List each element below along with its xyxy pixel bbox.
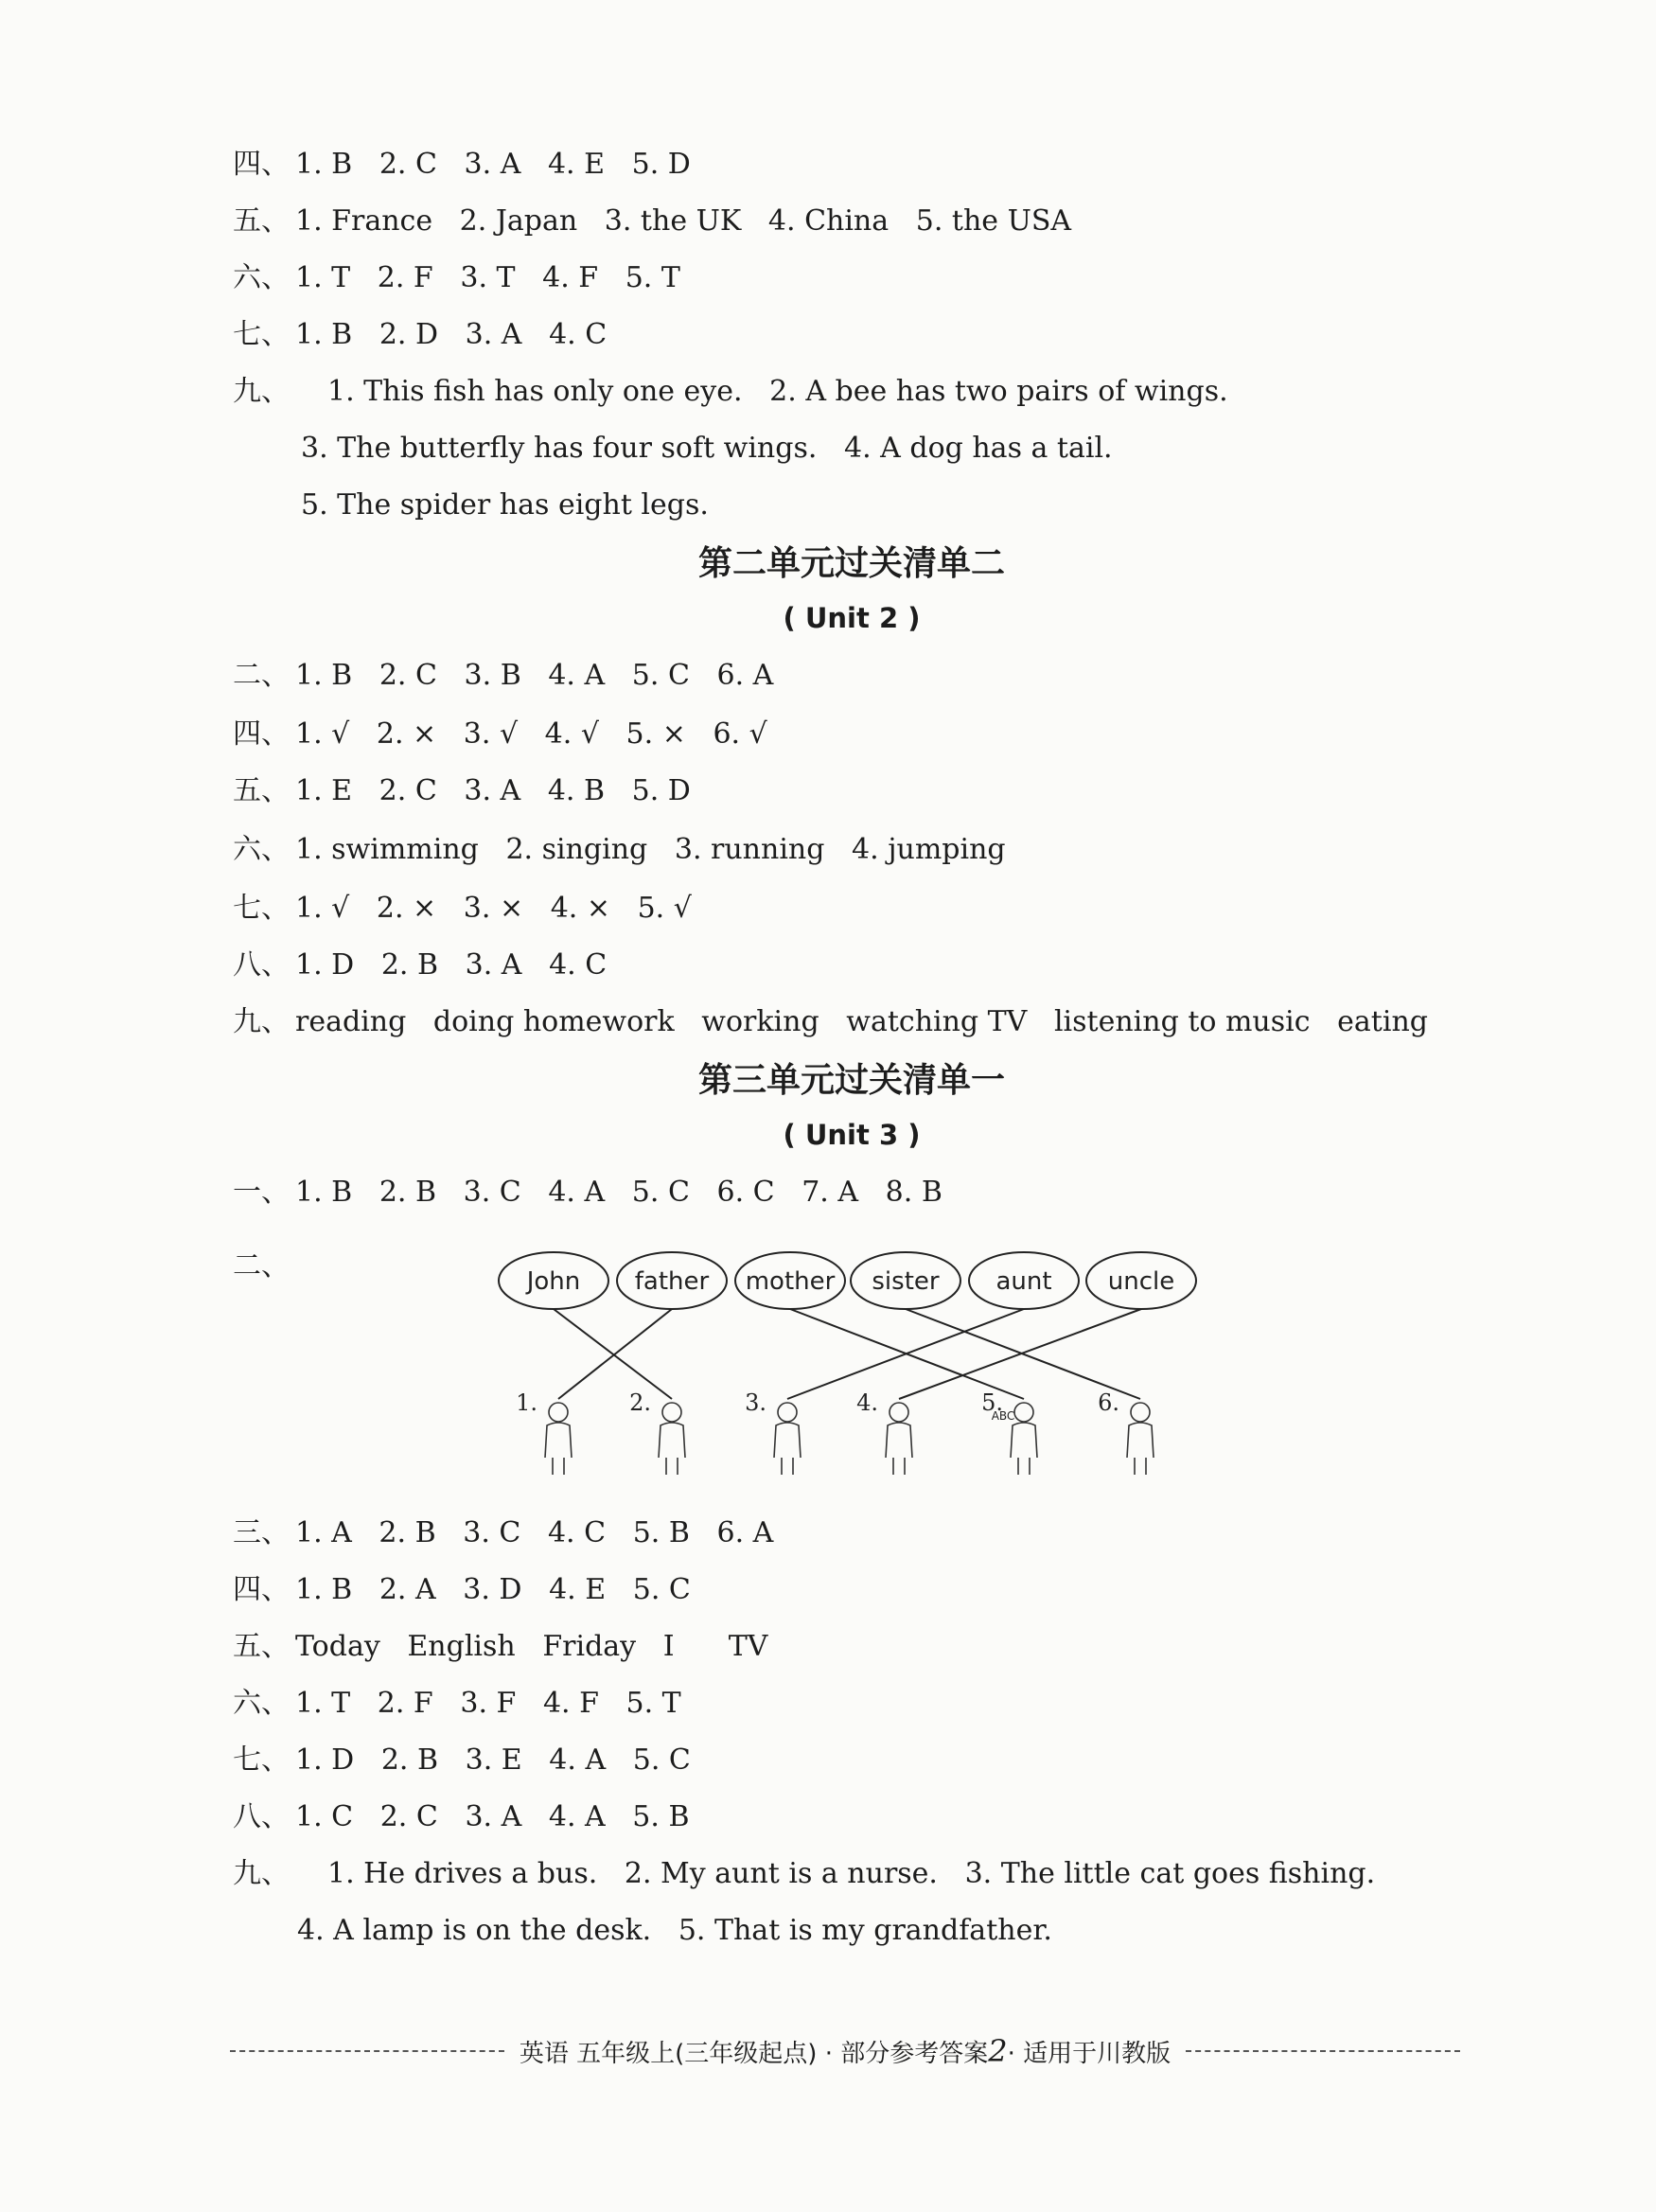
matching-diagram [492,1240,1211,1486]
answer-line-u1-q6: 六、 1. T 2. F 3. T 4. F 5. T [233,261,680,294]
footer-divider [1186,2050,1460,2052]
oval-label: John [526,1267,581,1296]
answer-line-u3-q8: 八、 1. C 2. C 3. A 4. A 5. B [233,1800,690,1833]
oval-sister [851,1252,960,1309]
answer-line-u3-q4: 四、 1. B 2. A 3. D 4. E 5. C [233,1573,691,1606]
page-footer [230,2033,1460,2069]
oval-label: sister [872,1267,940,1296]
oval-uncle [1086,1252,1196,1309]
answer-line-u2-q4: 四、 1. √ 2. × 3. √ 4. √ 5. × 6. √ [233,717,767,751]
answer-line-u1-q7: 七、 1. B 2. D 3. A 4. C [233,318,608,351]
section-subtitle-unit3: ( Unit 3 ) [783,1119,921,1151]
answer-line-u3-q3: 三、 1. A 2. B 3. C 4. C 5. B 6. A [233,1516,774,1549]
picture-number: 1. [516,1389,537,1416]
footer-divider [230,2050,504,2052]
person-figure-3 [774,1403,801,1475]
section-subtitle-unit2: ( Unit 2 ) [783,602,921,634]
picture-number: 3. [745,1389,766,1416]
person-figure-1 [545,1403,572,1475]
section-title-unit2: 第二单元过关清单二 [697,544,1005,583]
oval-label: father [634,1267,710,1296]
answer-line-u1-q9-cont: 3. The butterfly has four soft wings. 4. A dog has a tail. [301,432,1113,465]
oval-father [617,1252,727,1309]
answer-line-u1-q9-cont: 5. The spider has eight legs. [301,488,709,522]
picture-number: 6. [1098,1389,1119,1416]
answer-line-u3-q2: 二、 [233,1249,290,1283]
answer-line-u2-q6: 六、 1. swimming 2. singing 3. running 4. jumping [233,833,1006,866]
picture-number: 4. [856,1389,878,1416]
answer-line-u1-q4: 四、 1. B 2. C 3. A 4. E 5. D [233,148,691,181]
oval-mother [735,1252,845,1309]
blackboard-text: ABC [991,1409,1015,1423]
oval-label: uncle [1107,1267,1175,1296]
person-figure-2 [659,1403,685,1475]
page-number: 2 [988,2033,1008,2069]
answer-line-u3-q9-cont: 4. A lamp is on the desk. 5. That is my grandfather. [297,1914,1052,1947]
answer-line-u3-q5: 五、 Today English Friday I TV [233,1630,768,1663]
answer-line-u2-q5: 五、 1. E 2. C 3. A 4. B 5. D [233,774,691,807]
picture-number: 2. [629,1389,651,1416]
answer-line-u1-q5: 五、 1. France 2. Japan 3. the UK 4. China 5. the USA [233,204,1072,238]
answer-line-u2-q9: 九、 reading doing homework working watching TV listening to music eating [233,1005,1428,1038]
answer-line-u3-q7: 七、 1. D 2. B 3. E 4. A 5. C [233,1743,691,1777]
oval-john [499,1252,608,1309]
answer-line-u3-q1: 一、 1. B 2. B 3. C 4. A 5. C 6. C 7. A 8. B [233,1176,943,1209]
oval-aunt [969,1252,1079,1309]
answer-line-u1-q9: 九、 1. This fish has only one eye. 2. A bee has two pairs of wings. [233,375,1228,408]
answer-line-u3-q6: 六、 1. T 2. F 3. F 4. F 5. T [233,1687,681,1720]
answer-line-u2-q8: 八、 1. D 2. B 3. A 4. C [233,948,608,982]
footer-text: 英语 五年级上(三年级起点) · 部分参考答案2· 适用于川教版 [519,2033,1172,2069]
answer-line-u2-q7: 七、 1. √ 2. × 3. × 4. × 5. √ [233,892,692,925]
person-figure-4 [886,1403,912,1475]
answer-line-u3-q9: 九、 1. He drives a bus. 2. My aunt is a nurse. 3. The little cat goes fishing. [233,1857,1376,1890]
section-title-unit3: 第三单元过关清单一 [697,1061,1005,1100]
oval-label: aunt [995,1267,1052,1296]
picture-number: 5. [981,1389,1003,1416]
oval-label: mother [745,1267,836,1296]
person-figure-6 [1127,1403,1154,1475]
answer-line-u2-q2: 二、 1. B 2. C 3. B 4. A 5. C 6. A [233,659,774,692]
